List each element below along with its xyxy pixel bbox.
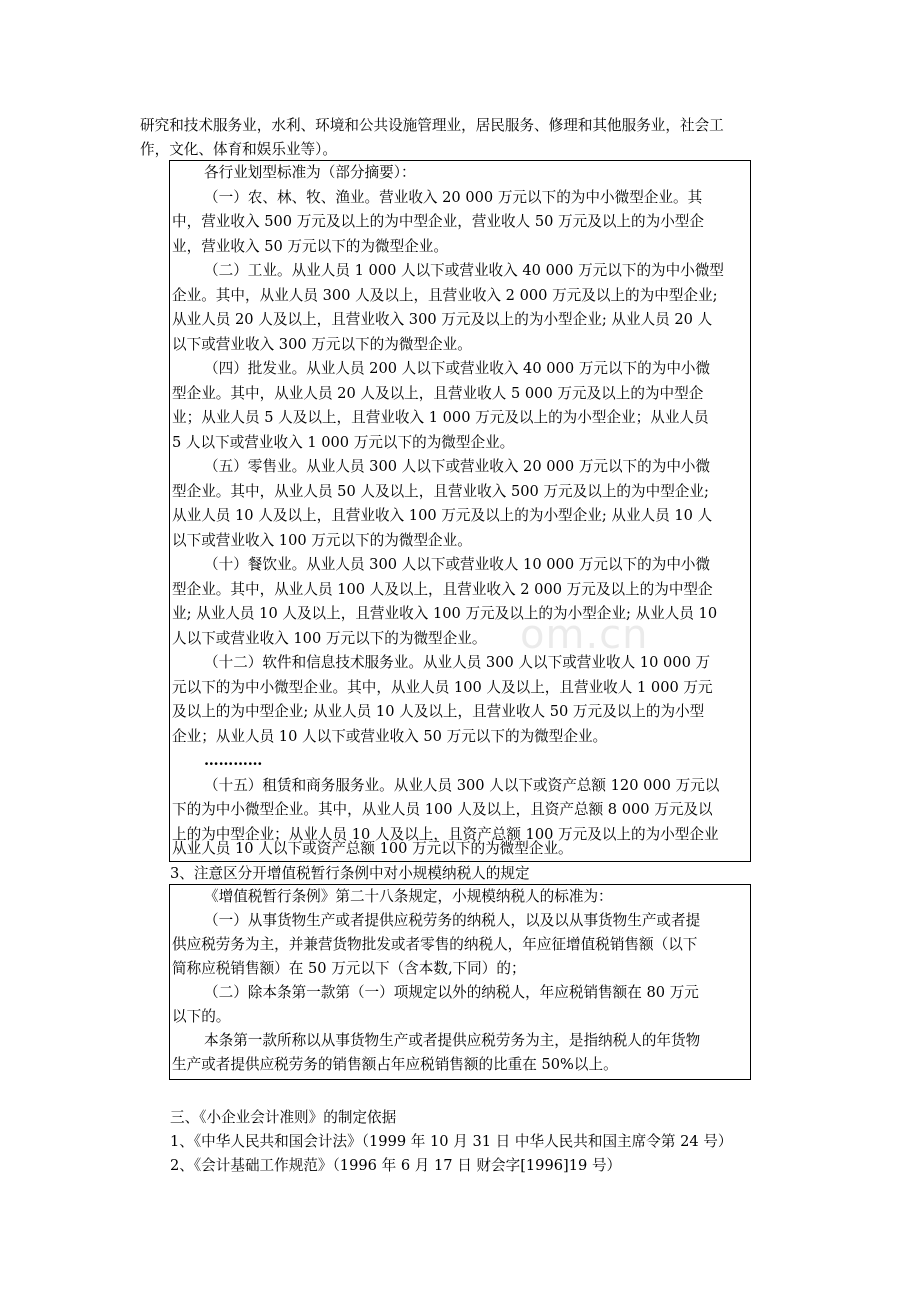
box1-line: （四）批发业。从业人员 200 人以下或营业收入 40 000 万元以下的为中小微 — [204, 360, 711, 377]
box2-line: 以下的。 — [172, 1008, 231, 1025]
box1-line: 及以上的为中型企业; 从业人员 10 人及以上，且营业收人 50 万元及以上的为小型 — [172, 703, 705, 720]
box2-line: 供应税劳务为主，并兼营货物批发或者零售的纳税人，年应征增值税销售额（以下 — [172, 936, 698, 953]
box1-line: 各行业划型标准为（部分摘要）： — [204, 164, 416, 181]
box1-line: 下的为中小微型企业。其中，从业人员 100 人及以上，且资产总额 8 000 万元及以 — [172, 801, 713, 818]
box1-line: 型企业。其中，从业人员 20 人及以上，且营业收人 5 000 万元及以上的为中型企 — [172, 384, 704, 402]
box2-line: 简称应税销售额）在 50 万元以下（含本数,下同）的； — [172, 960, 526, 977]
box1-line: 5 人以下或营业收入 1 000 万元以下的为微型企业。 — [172, 433, 515, 451]
box1-line: （五）零售业。从业人员 300 人以下或营业收入 20 000 万元以下的为中小微 — [204, 458, 711, 475]
box1-line: 业; 从业人员 10 人及以上，且营业收入 100 万元及以上的为小型企业; 从业人员 10 — [172, 605, 718, 622]
box1-line: 以下或营业收入 100 万元以下的为微型企业。 — [172, 531, 472, 549]
box1-line: 型企业。其中，从业人员 100 人及以上，且营业收入 2 000 万元及以上的为中型企 — [172, 580, 713, 598]
box2-line: 《增值税暂行条例》第二十八条规定，小规模纳税人的标准为： — [204, 888, 613, 905]
industry-standards-box — [169, 160, 751, 862]
box1-line: （二）工业。从业人员 1 000 人以下或营业收入 40 000 万元以下的为中小微型 — [204, 262, 725, 279]
box1-line: 人以下或营业收入 100 万元以下的为微型企业。 — [172, 629, 487, 647]
box1-line: 元以下的为中小微型企业。其中，从业人员 100 人及以上，且营业收人 1 000 万元 — [172, 678, 713, 696]
box1-ellipsis: ………… — [204, 752, 263, 769]
box1-line: 上的为中型企业；从业人员 10 人及以上，且资产总额 100 万元及以上的为小型企业 — [172, 825, 719, 843]
box1-line: （十）餐饮业。从业人员 300 人以下或营业收人 10 000 万元以下的为中小微 — [204, 556, 711, 573]
section-3-heading: 三、《小企业会计准则》的制定依据 — [170, 1109, 397, 1126]
box1-line: （十五）租赁和商务服务业。从业人员 300 人以下或资产总额 120 000 万元以 — [204, 776, 720, 794]
box1-line: 企业；从业人员 10 人以下或营业收入 50 万元以下的为微型企业。 — [172, 727, 608, 745]
watermark: om.cn — [520, 612, 649, 658]
box2-line: （二）除本条第一款第（一）项规定以外的纳税人，年应税销售额在 80 万元 — [204, 984, 699, 1001]
box1-line: 从业人员 20 人及以上，且营业收入 300 万元及以上的为小型企业; 从业人员 20 人 — [172, 311, 713, 328]
box1-line: （十二）软件和信息技术服务业。从业人员 300 人以下或营业收人 10 000 万 — [204, 654, 711, 671]
box1-line: （一）农、林、牧、渔业。营业收入 20 000 万元以下的为中小微型企业。其 — [204, 188, 703, 206]
small-taxpayer-box — [169, 884, 751, 1080]
box1-line: 型企业。其中，从业人员 50 人及以上，且营业收入 500 万元及以上的为中型企业; — [172, 482, 709, 500]
box1-line: 企业。其中，从业人员 300 人及以上，且营业收入 2 000 万元及以上的为中型企业; — [172, 286, 718, 304]
intro-line-1: 研究和技术服务业，水利、环境和公共设施管理业，居民服务、修理和其他服务业，社会工 — [140, 117, 724, 134]
box1-line: 从业人员 10 人及以上，且营业收入 100 万元及以上的为小型企业; 从业人员 10 人 — [172, 507, 713, 524]
heading-3: 3、注意区分开增值税暂行条例中对小规模纳税人的规定 — [170, 865, 530, 882]
box1-line: 以下或营业收入 300 万元以下的为微型企业。 — [172, 335, 472, 353]
box2-line: （一）从事货物生产或者提供应税劳务的纳税人，以及以从事货物生产或者提 — [204, 912, 701, 929]
basis-item-1: 1、《中华人民共和国会计法》（1999 年 10 月 31 日 中华人民共和国主席令第 24 号） — [170, 1133, 733, 1150]
box1-line: 从业人员 10 人以下或资产总额 100 万元以下的为微型企业。 — [172, 840, 573, 857]
box1-line: 中，营业收入 500 万元及以上的为中型企业，营业收人 50 万元及以上的为小型企 — [172, 213, 704, 230]
intro-line-2: 作，文化、体育和娱乐业等）。 — [140, 141, 338, 158]
box2-line: 本条第一款所称以从事货物生产或者提供应税劳务为主，是指纳税人的年货物 — [204, 1032, 701, 1049]
box1-line: 业；从业人员 5 人及以上，且营业收入 1 000 万元及以上的为小型企业；从业人员 — [172, 409, 709, 426]
box1-line: 业，营业收入 50 万元以下的为微型企业。 — [172, 237, 448, 255]
basis-item-2: 2、《会计基础工作规范》（1996 年 6 月 17 日 财会字[1996]19 号） — [170, 1157, 622, 1174]
box2-line: 生产或者提供应税劳务的销售额占年应税销售额的比重在 50%以上。 — [172, 1056, 618, 1073]
